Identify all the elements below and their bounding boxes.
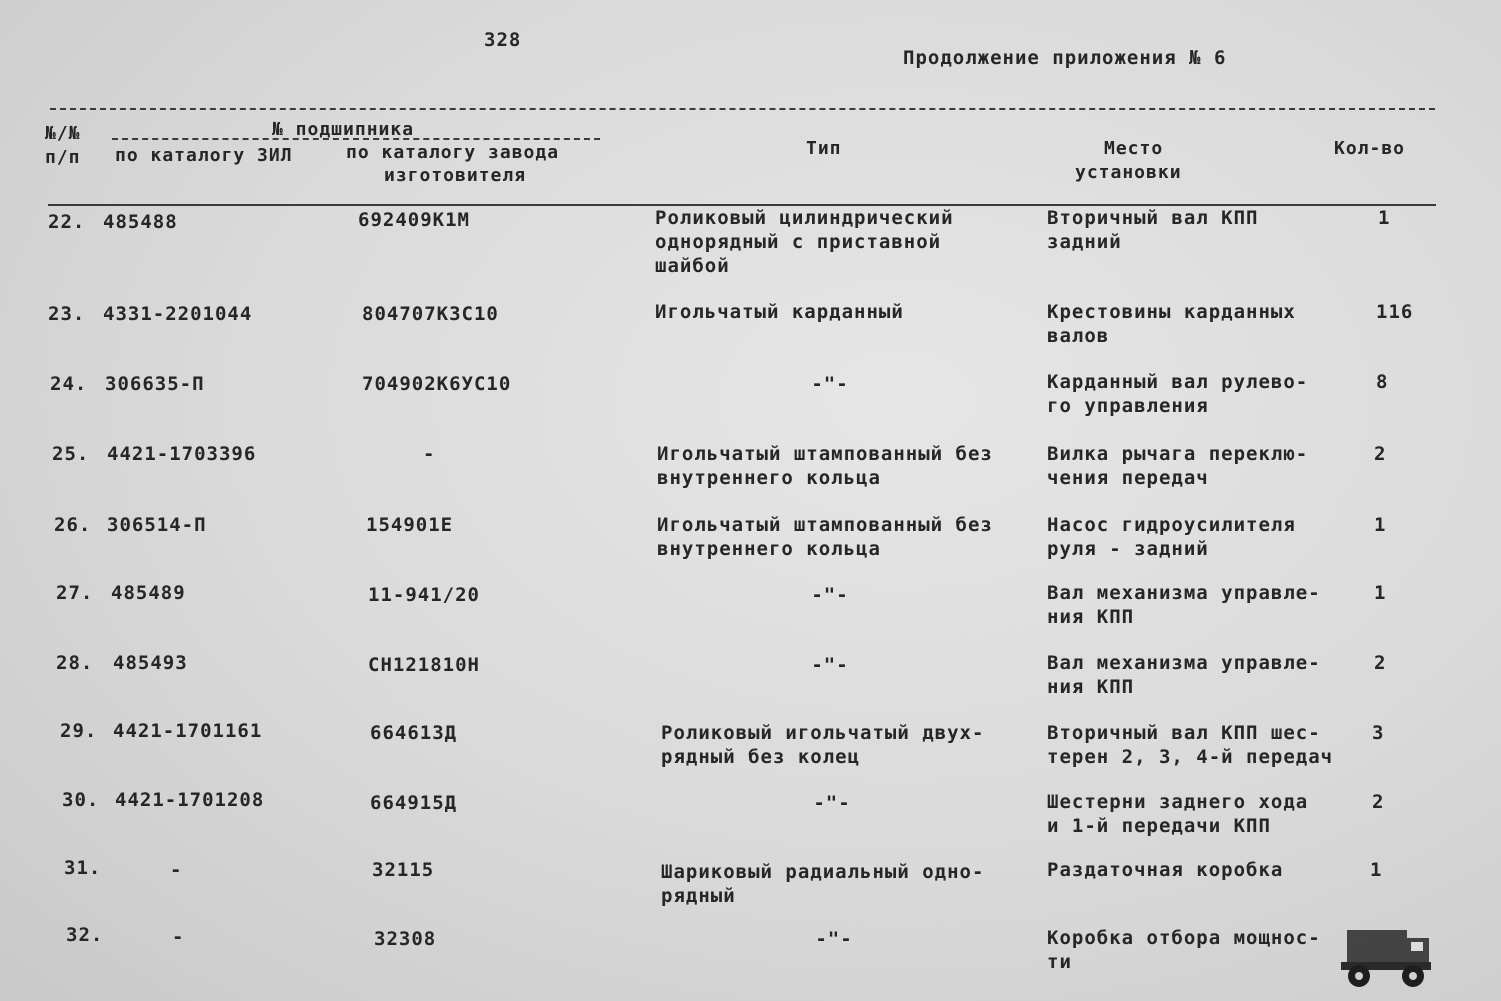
row-28-qty: 2: [1374, 652, 1387, 674]
row-27-place-1: Вал механизма управле-: [1047, 582, 1321, 604]
row-22-place-1: Вторичный вал КПП: [1047, 207, 1259, 229]
row-32-maker: 32308: [374, 928, 437, 950]
table-top-rule: [50, 108, 1435, 110]
row-30-type-ditto: -"-: [813, 792, 851, 814]
row-25-place-1: Вилка рычага переклю-: [1047, 443, 1309, 465]
row-25-zil: 4421-1703396: [107, 443, 257, 465]
row-28-place-1: Вал механизма управле-: [1047, 652, 1321, 674]
row-24-zil: 306635-П: [105, 373, 205, 395]
row-24-place-2: го управления: [1047, 395, 1209, 417]
row-24-type-ditto: -"-: [811, 373, 849, 395]
header-qty: Кол-во: [1334, 138, 1406, 159]
row-25-number: 25.: [52, 443, 90, 465]
row-27-zil: 485489: [111, 582, 186, 604]
row-26-maker: 154901Е: [366, 514, 454, 536]
row-31-zil: -: [170, 859, 183, 881]
row-31-type-1: Шариковый радиальный одно-: [661, 861, 985, 883]
header-maker-catalog-1: по каталогу завода: [346, 142, 560, 163]
row-26-number: 26.: [54, 514, 92, 536]
header-type: Тип: [806, 138, 842, 159]
row-32-type-ditto: -"-: [815, 928, 853, 950]
row-22-zil: 485488: [103, 211, 178, 233]
header-place-1: Место: [1104, 138, 1164, 159]
row-24-number: 24.: [50, 373, 88, 395]
row-25-place-2: чения передач: [1047, 467, 1209, 489]
row-31-place-1: Раздаточная коробка: [1047, 859, 1284, 881]
row-29-zil: 4421-1701161: [113, 720, 263, 742]
row-22-type-1: Роликовый цилиндрический: [655, 207, 954, 229]
row-24-maker: 704902К6УС10: [362, 373, 512, 395]
row-22-type-2: однорядный с приставной: [655, 231, 942, 253]
row-32-place-2: ти: [1047, 951, 1072, 973]
row-29-type-1: Роликовый игольчатый двух-: [661, 722, 985, 744]
row-30-place-1: Шестерни заднего хода: [1047, 791, 1309, 813]
row-26-type-1: Игольчатый штампованный без: [657, 514, 993, 536]
row-22-type-3: шайбой: [655, 255, 730, 277]
row-26-place-1: Насос гидроусилителя: [1047, 514, 1296, 536]
row-30-qty: 2: [1372, 791, 1385, 813]
row-23-zil: 4331-2201044: [103, 303, 253, 325]
continuation-title: Продолжение приложения № 6: [903, 47, 1227, 69]
row-23-maker: 804707К3С10: [362, 303, 499, 325]
row-32-number: 32.: [66, 924, 104, 946]
row-29-number: 29.: [60, 720, 98, 742]
header-place-2: установки: [1075, 162, 1182, 183]
row-26-qty: 1: [1374, 514, 1387, 536]
row-30-place-2: и 1-й передачи КПП: [1047, 815, 1271, 837]
header-num-line1: №/№: [45, 123, 81, 144]
row-30-number: 30.: [62, 789, 100, 811]
row-29-type-2: рядный без колец: [661, 746, 861, 768]
row-27-type-ditto: -"-: [811, 584, 849, 606]
row-28-place-2: ния КПП: [1047, 676, 1135, 698]
row-25-qty: 2: [1374, 443, 1387, 465]
row-29-maker: 664613Д: [370, 722, 458, 744]
header-zil-catalog: по каталогу ЗИЛ: [115, 145, 293, 166]
truck-stamp-icon: [1325, 920, 1435, 995]
header-group-rule: [112, 138, 600, 140]
row-25-type-2: внутреннего кольца: [657, 467, 881, 489]
row-22-maker: 692409К1М: [358, 209, 470, 231]
row-28-zil: 485493: [113, 652, 188, 674]
row-25-type-1: Игольчатый штампованный без: [657, 443, 993, 465]
row-28-maker: СН121810Н: [368, 654, 480, 676]
row-22-place-2: задний: [1047, 231, 1122, 253]
row-28-type-ditto: -"-: [811, 654, 849, 676]
row-27-place-2: ния КПП: [1047, 606, 1135, 628]
row-29-place-1: Вторичный вал КПП шес-: [1047, 722, 1321, 744]
row-31-type-2: рядный: [661, 885, 736, 907]
row-25-maker: -: [423, 443, 436, 465]
row-28-number: 28.: [56, 652, 94, 674]
header-maker-catalog-2: изготовителя: [384, 165, 527, 186]
row-32-place-1: Коробка отбора мощнос-: [1047, 927, 1321, 949]
row-22-qty: 1: [1378, 207, 1391, 229]
header-num-line2: п/п: [45, 147, 81, 168]
row-23-place-1: Крестовины карданных: [1047, 301, 1296, 323]
row-26-type-2: внутреннего кольца: [657, 538, 881, 560]
row-30-zil: 4421-1701208: [115, 789, 265, 811]
row-31-qty: 1: [1370, 859, 1383, 881]
row-23-type-1: Игольчатый карданный: [655, 301, 904, 323]
page-number: 328: [484, 29, 522, 51]
header-bearing-group: № подшипника: [272, 119, 415, 140]
row-30-maker: 664915Д: [370, 792, 458, 814]
row-24-place-1: Карданный вал рулево-: [1047, 371, 1309, 393]
row-23-qty: 116: [1376, 301, 1414, 323]
row-23-number: 23.: [48, 303, 86, 325]
row-27-number: 27.: [56, 582, 94, 604]
row-26-zil: 306514-П: [107, 514, 207, 536]
row-32-zil: -: [172, 926, 185, 948]
row-23-place-2: валов: [1047, 325, 1110, 347]
row-29-qty: 3: [1372, 722, 1385, 744]
row-29-place-2: терен 2, 3, 4-й передач: [1047, 746, 1334, 768]
row-31-number: 31.: [64, 857, 102, 879]
row-27-maker: 11-941/20: [368, 584, 480, 606]
row-22-number: 22.: [48, 211, 86, 233]
row-24-qty: 8: [1376, 371, 1389, 393]
row-31-maker: 32115: [372, 859, 435, 881]
row-27-qty: 1: [1374, 582, 1387, 604]
row-26-place-2: руля - задний: [1047, 538, 1209, 560]
